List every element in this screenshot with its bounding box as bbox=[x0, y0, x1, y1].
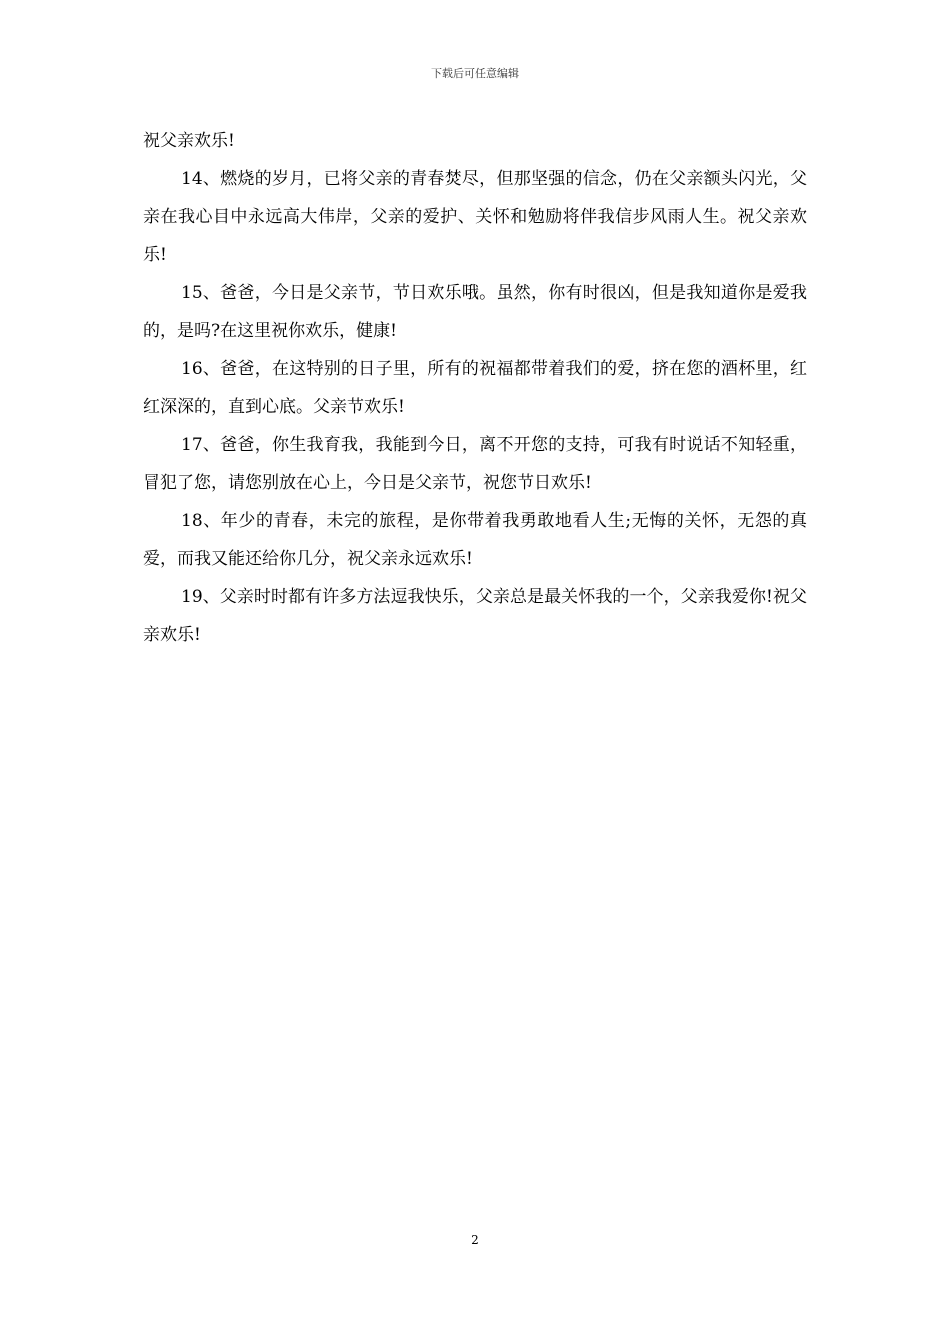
paragraph-14: 14、燃烧的岁月，已将父亲的青春焚尽，但那坚强的信念，仍在父亲额头闪光，父亲在我心目中永远高大伟岸，父亲的爱护、关怀和勉励将伴我信步风雨人生。祝父亲欢乐! bbox=[143, 169, 807, 265]
paragraph-17: 17、爸爸，你生我育我，我能到今日，离不开您的支持，可我有时说话不知轻重，冒犯了您，请您别放在心上，今日是父亲节，祝您节日欢乐! bbox=[143, 435, 807, 493]
paragraph-continuation: 祝父亲欢乐! bbox=[143, 131, 235, 151]
paragraph-19: 19、父亲时时都有许多方法逗我快乐，父亲总是最关怀我的一个，父亲我爱你!祝父亲欢乐! bbox=[143, 587, 807, 645]
paragraph-16: 16、爸爸，在这特别的日子里，所有的祝福都带着我们的爱，挤在您的酒杯里，红红深深的，直到心底。父亲节欢乐! bbox=[143, 359, 807, 417]
paragraph-18: 18、年少的青春，未完的旅程，是你带着我勇敢地看人生;无悔的关怀，无怨的真爱，而我又能还给你几分，祝父亲永远欢乐! bbox=[143, 511, 807, 569]
header-note: 下载后可任意编辑 bbox=[431, 67, 519, 80]
document-body bbox=[143, 122, 807, 654]
page-number: 2 bbox=[471, 1233, 479, 1247]
paragraph-15: 15、爸爸，今日是父亲节，节日欢乐哦。虽然，你有时很凶，但是我知道你是爱我的，是吗?在这里祝你欢乐，健康! bbox=[143, 283, 807, 341]
